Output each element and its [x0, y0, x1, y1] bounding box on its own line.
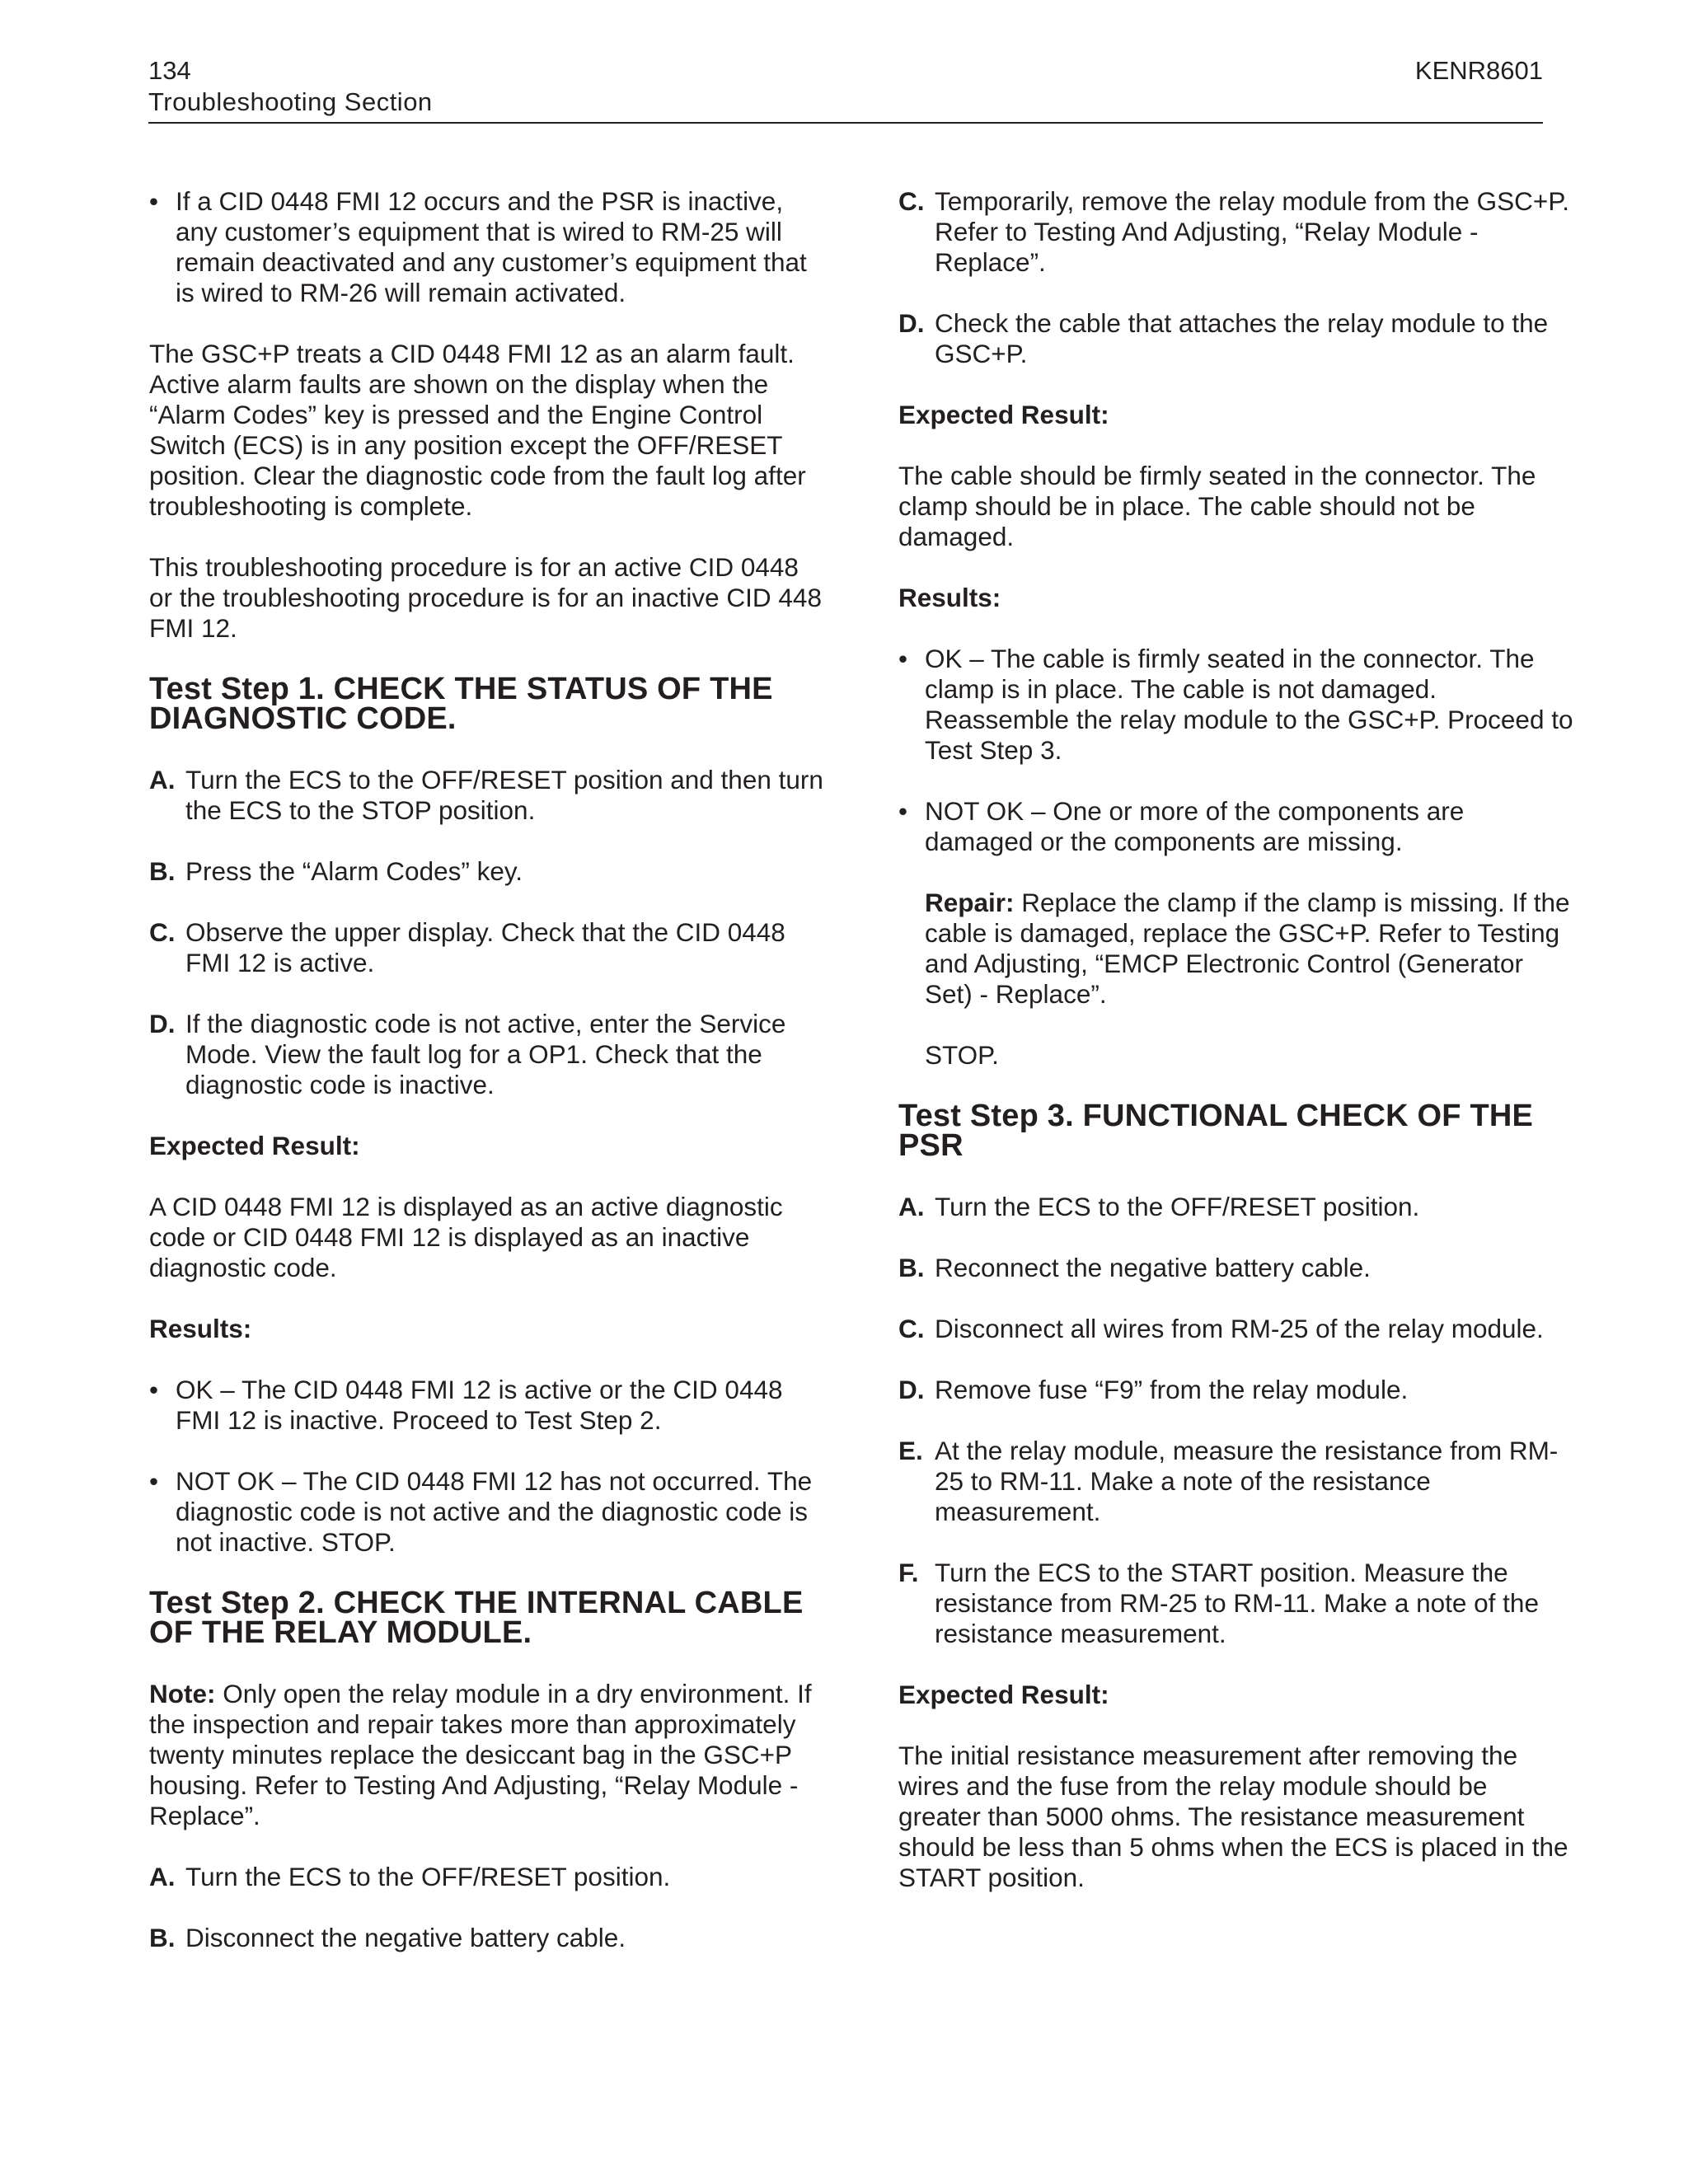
results-list: [149, 1375, 825, 1558]
step-item: [898, 1253, 1574, 1283]
list-item: [149, 186, 825, 308]
bullet-icon: •: [149, 186, 159, 216]
list-item: [149, 1466, 825, 1558]
step-text: Turn the ECS to the OFF/RESET position.: [185, 1862, 671, 1891]
step-item: [898, 1314, 1574, 1344]
note-label: Note:: [149, 1679, 216, 1708]
result-ok-text: OK – The cable is firmly seated in the connector. The clamp is in place. The cable is not damaged. Reassemble the relay module to the GSC+P. Proceed to Test Step 3.: [925, 644, 1573, 765]
result-not-ok-text: NOT OK – One or more of the components are damaged or the components are missing.: [925, 796, 1465, 856]
step-text: Press the “Alarm Codes” key.: [185, 856, 523, 886]
step-letter: A.: [149, 1862, 176, 1891]
step-text: Remove fuse “F9” from the relay module.: [935, 1375, 1409, 1404]
test-step-2-title: Test Step 2. CHECK THE INTERNAL CABLE OF THE RELAY MODULE.: [149, 1586, 804, 1650]
step-letter: D.: [898, 1375, 925, 1404]
step-item: [149, 1862, 825, 1892]
expected-result-text: A CID 0448 FMI 12 is displayed as an active diagnostic code or CID 0448 FMI 12 is displayed as an inactive diagnostic code.: [149, 1192, 783, 1282]
step-text: Reconnect the negative battery cable.: [935, 1253, 1371, 1282]
step-letter: D.: [898, 308, 925, 338]
repair-text: Replace the clamp if the clamp is missing. If the cable is damaged, replace the GSC+P. Refer to Testing and Adjusting, “EMCP Electronic Control (Generator Set) - Replace”.: [925, 888, 1570, 1009]
bullet-text: If a CID 0448 FMI 12 occurs and the PSR is inactive, any customer’s equipment that is wired to RM-25 will remain deactivated and any customer’s equipment that is wired to RM-26 will remain activated.: [176, 186, 807, 307]
step-item: [149, 1009, 825, 1100]
step-text: Check the cable that attaches the relay module to the GSC+P.: [935, 308, 1549, 368]
results-label: Results:: [898, 583, 1001, 612]
step-text: Temporarily, remove the relay module from the GSC+P. Refer to Testing And Adjusting, “Relay Module - Replace”.: [935, 186, 1570, 277]
step-letter: A.: [149, 765, 176, 794]
page-header: [148, 53, 1543, 124]
step-item: [149, 917, 825, 978]
step-item: [898, 308, 1574, 369]
expected-result-text: The initial resistance measurement after removing the wires and the fuse from the relay module should be greater than 5000 ohms. The resistance measurement should be less than 5 ohms when the ECS is placed in the START position.: [898, 1741, 1568, 1892]
step-item: [898, 186, 1574, 278]
step-letter: A.: [898, 1192, 925, 1221]
result-ok-text: OK – The CID 0448 FMI 12 is active or the CID 0448 FMI 12 is inactive. Proceed to Test Step 2.: [176, 1375, 783, 1435]
step-letter: B.: [149, 856, 176, 886]
test-step-3-title: Test Step 3. FUNCTIONAL CHECK OF THE PSR: [898, 1099, 1534, 1163]
bullet-icon: •: [149, 1466, 159, 1496]
list-item: [898, 644, 1574, 766]
bullet-icon: •: [898, 796, 908, 826]
intro-bullet-list: [149, 186, 825, 308]
paragraph-procedure-scope: This troubleshooting procedure is for an active CID 0448 or the troubleshooting procedure is for an inactive CID 448 FMI 12.: [149, 552, 822, 643]
repair-paragraph: [925, 888, 1574, 1010]
list-item: [898, 796, 1574, 1071]
step-text: Turn the ECS to the OFF/RESET position and then turn the ECS to the STOP position.: [185, 765, 823, 825]
document-id: KENR8601: [1414, 56, 1543, 85]
expected-result-label: Expected Result:: [898, 1680, 1109, 1709]
step-letter: B.: [149, 1923, 176, 1952]
step-item: [149, 856, 825, 887]
note-text: Only open the relay module in a dry environment. If the inspection and repair takes more than approximately twenty minutes replace the desiccant bag in the GSC+P housing. Refer to Testing And Adjusting, “Relay Module - Replace”.: [149, 1679, 812, 1830]
result-not-ok-text: NOT OK – The CID 0448 FMI 12 has not occurred. The diagnostic code is not active and the diagnostic code is not inactive. STOP.: [176, 1466, 813, 1557]
section-name: Troubleshooting Section: [148, 87, 433, 116]
step-text: Observe the upper display. Check that the CID 0448 FMI 12 is active.: [185, 917, 785, 977]
step-item: [898, 1558, 1574, 1649]
paragraph-alarm-fault: The GSC+P treats a CID 0448 FMI 12 as an alarm fault. Active alarm faults are shown on the display when the “Alarm Codes” key is pressed and the Engine Control Switch (ECS) is in any position except the OFF/RESET position. Clear the diagnostic code from the fault log after troubleshooting is complete.: [149, 339, 806, 521]
step-item: [149, 765, 825, 826]
step-letter: F.: [898, 1558, 919, 1587]
step-item: [898, 1192, 1574, 1222]
bullet-icon: •: [149, 1375, 159, 1404]
step-letter: E.: [898, 1436, 923, 1465]
expected-result-label: Expected Result:: [898, 400, 1109, 429]
page-number: 134: [148, 56, 191, 85]
repair-label: Repair:: [925, 888, 1015, 917]
step-item: [149, 1923, 825, 1953]
step-text: Turn the ECS to the OFF/RESET position.: [935, 1192, 1420, 1221]
left-column: [149, 186, 825, 1984]
expected-result-text: The cable should be firmly seated in the connector. The clamp should be in place. The cable should not be damaged.: [898, 461, 1536, 551]
step-text: Disconnect all wires from RM-25 of the relay module.: [935, 1314, 1544, 1343]
step-letter: C.: [898, 186, 925, 216]
step-item: [898, 1375, 1574, 1405]
results-list: [898, 644, 1574, 1071]
list-item: [149, 1375, 825, 1436]
test-step-1-title: Test Step 1. CHECK THE STATUS OF THE DIAGNOSTIC CODE.: [149, 672, 773, 736]
step-letter: C.: [149, 917, 176, 947]
step-text: Disconnect the negative battery cable.: [185, 1923, 626, 1952]
bullet-icon: •: [898, 644, 908, 673]
step-letter: C.: [898, 1314, 925, 1343]
results-label: Results:: [149, 1314, 252, 1343]
right-column: [898, 186, 1574, 1924]
step-letter: D.: [149, 1009, 176, 1038]
step-letter: B.: [898, 1253, 925, 1282]
step-text: Turn the ECS to the START position. Measure the resistance from RM-25 to RM-11. Make a note of the resistance measurement.: [935, 1558, 1539, 1648]
expected-result-label: Expected Result:: [149, 1131, 360, 1160]
step-text: At the relay module, measure the resistance from RM-25 to RM-11. Make a note of the resistance measurement.: [935, 1436, 1559, 1526]
note-paragraph: [149, 1679, 825, 1831]
stop-text: STOP.: [925, 1040, 999, 1070]
step-text: If the diagnostic code is not active, enter the Service Mode. View the fault log for a OP1. Check that the diagnostic code is inactive.: [185, 1009, 786, 1099]
step-item: [898, 1436, 1574, 1527]
